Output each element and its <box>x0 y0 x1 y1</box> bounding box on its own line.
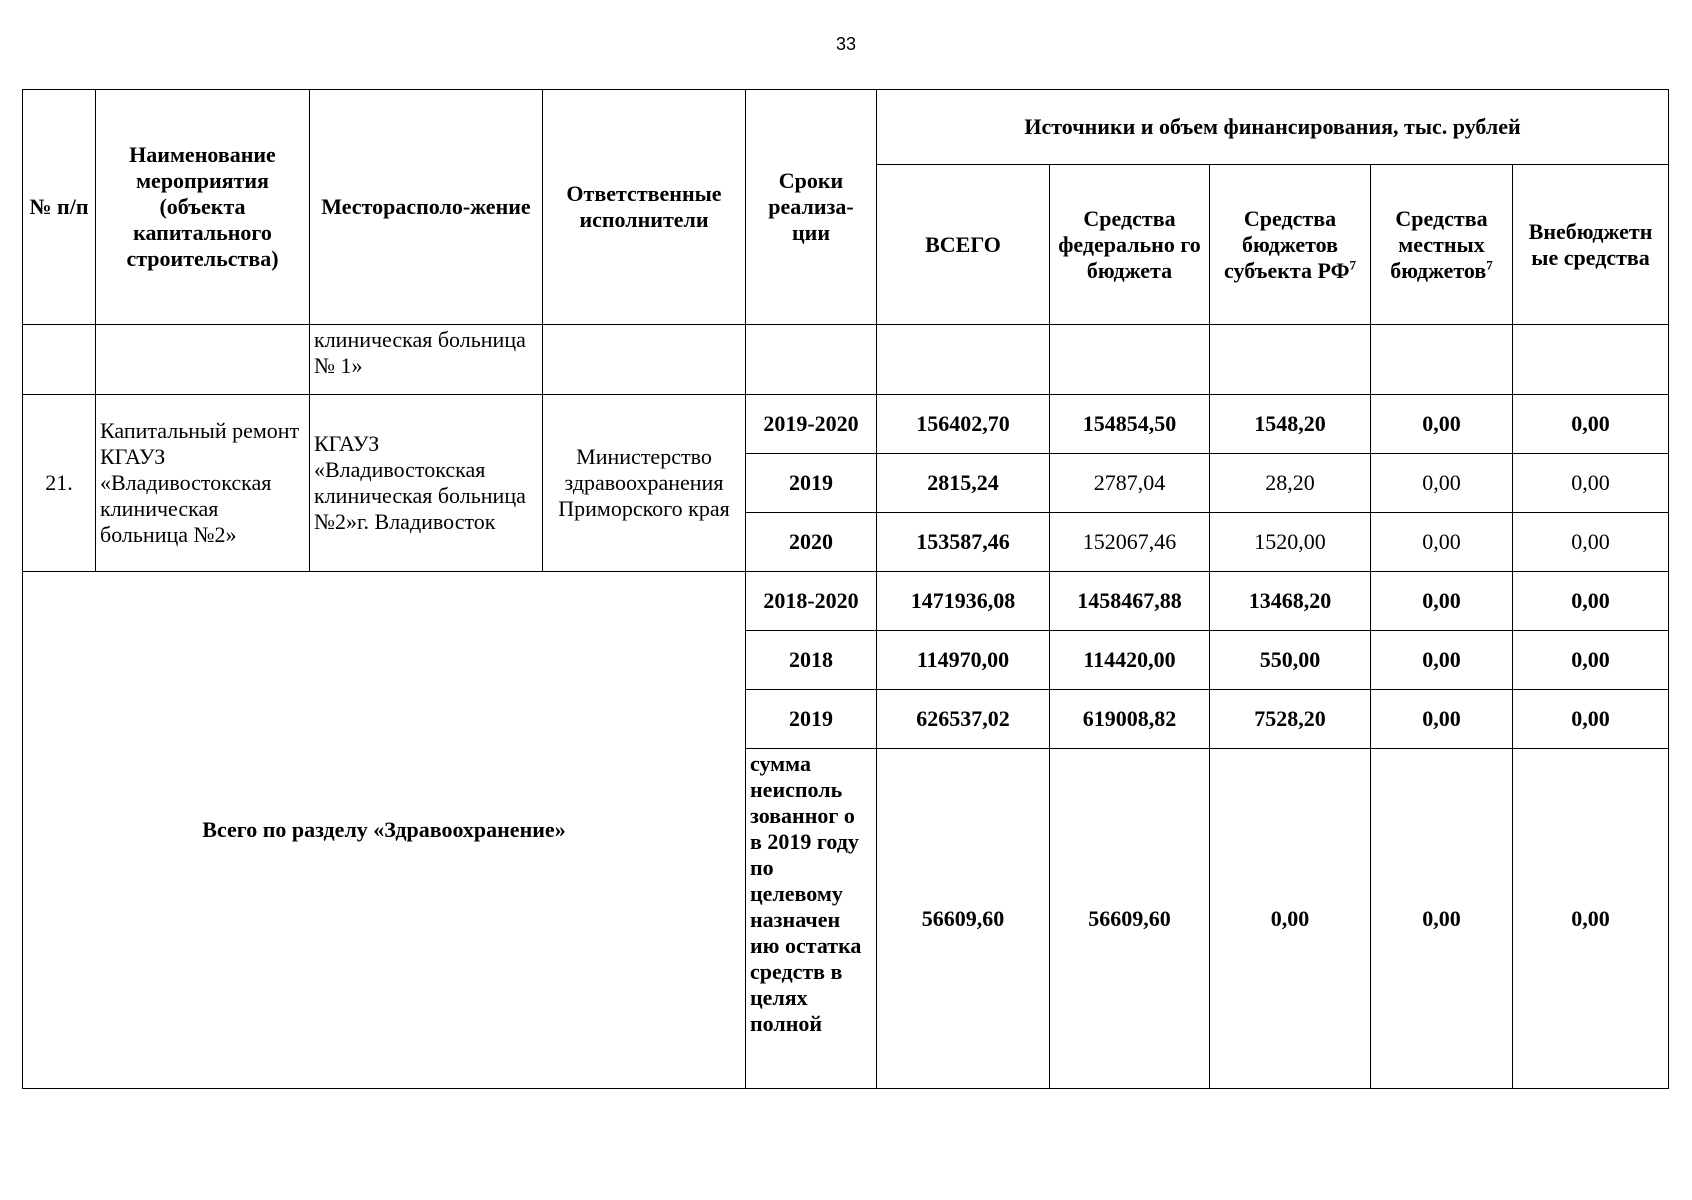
header-name: Наименование мероприятия (объекта капитального строительства) <box>96 90 310 325</box>
header-local-text: Средства местных бюджетов <box>1390 205 1488 283</box>
item21-num: 21. <box>23 395 96 572</box>
financing-table <box>22 89 1669 1089</box>
item21-local: 0,00 <box>1371 395 1513 454</box>
total-federal: 114420,00 <box>1050 631 1210 690</box>
cont-total <box>877 325 1050 395</box>
total-extra: 0,00 <box>1513 572 1669 631</box>
cont-responsible <box>543 325 746 395</box>
item21-subject: 1520,00 <box>1210 513 1371 572</box>
item21-federal: 154854,50 <box>1050 395 1210 454</box>
item21-term: 2019 <box>746 454 877 513</box>
item21-term: 2020 <box>746 513 877 572</box>
total-subject: 550,00 <box>1210 631 1371 690</box>
item21-total: 153587,46 <box>877 513 1050 572</box>
header-responsible: Ответственные исполнители <box>543 90 746 325</box>
item21-local: 0,00 <box>1371 454 1513 513</box>
header-row-1 <box>23 90 1669 165</box>
header-federal: Средства федерально го бюджета <box>1050 165 1210 325</box>
total-total: 56609,60 <box>877 749 1050 1089</box>
item21-federal: 152067,46 <box>1050 513 1210 572</box>
page-number: 33 <box>835 34 857 54</box>
section-total-label: Всего по разделу «Здравоохранение» <box>23 572 746 1089</box>
item21-total: 2815,24 <box>877 454 1050 513</box>
header-extra: Внебюджетн ые средства <box>1513 165 1669 325</box>
total-extra: 0,00 <box>1513 631 1669 690</box>
total-subject: 13468,20 <box>1210 572 1371 631</box>
total-federal: 56609,60 <box>1050 749 1210 1089</box>
cont-federal <box>1050 325 1210 395</box>
total-total: 1471936,08 <box>877 572 1050 631</box>
item21-subject: 1548,20 <box>1210 395 1371 454</box>
header-local-footnote: 7 <box>1486 257 1493 273</box>
total-subject: 7528,20 <box>1210 690 1371 749</box>
total-term: 2019 <box>746 690 877 749</box>
total-total: 114970,00 <box>877 631 1050 690</box>
item21-federal: 2787,04 <box>1050 454 1210 513</box>
total-federal: 1458467,88 <box>1050 572 1210 631</box>
header-subject <box>1210 165 1371 325</box>
total-extra: 0,00 <box>1513 749 1669 1089</box>
cont-num <box>23 325 96 395</box>
total-term: 2018 <box>746 631 877 690</box>
header-subject-text: Средства бюджетов субъекта РФ <box>1224 205 1350 283</box>
total-subject: 0,00 <box>1210 749 1371 1089</box>
cont-terms <box>746 325 877 395</box>
header-subject-footnote: 7 <box>1349 257 1356 273</box>
total-local: 0,00 <box>1371 690 1513 749</box>
cont-location: клиническая больница № 1» <box>310 325 543 395</box>
total-local: 0,00 <box>1371 749 1513 1089</box>
total-extra: 0,00 <box>1513 690 1669 749</box>
item21-name: Капитальный ремонт КГАУЗ «Владивостокская клиническая больница №2» <box>96 395 310 572</box>
item21-term: 2019-2020 <box>746 395 877 454</box>
total-term: 2018-2020 <box>746 572 877 631</box>
cont-name <box>96 325 310 395</box>
total-local: 0,00 <box>1371 572 1513 631</box>
item21-extra: 0,00 <box>1513 513 1669 572</box>
header-terms: Сроки реализа-ции <box>746 90 877 325</box>
header-location: Месторасполо-жение <box>310 90 543 325</box>
cont-extra <box>1513 325 1669 395</box>
total-local: 0,00 <box>1371 631 1513 690</box>
item21-extra: 0,00 <box>1513 395 1669 454</box>
item21-responsible: Министерство здравоохранения Приморского края <box>543 395 746 572</box>
item21-total: 156402,70 <box>877 395 1050 454</box>
header-sources-group: Источники и объем финансирования, тыс. рублей <box>877 90 1669 165</box>
header-total: ВСЕГО <box>877 165 1050 325</box>
item21-row-1 <box>23 395 1669 454</box>
header-num: № п/п <box>23 90 96 325</box>
item21-location: КГАУЗ «Владивостокская клиническая больница №2»г. Владивосток <box>310 395 543 572</box>
header-local <box>1371 165 1513 325</box>
cont-local <box>1371 325 1513 395</box>
total-term: сумма неисполь зованног о в 2019 году по целевому назначен ию остатка средств в целях полной <box>746 749 877 1089</box>
total-row-1 <box>23 572 1669 631</box>
item21-local: 0,00 <box>1371 513 1513 572</box>
cont-subject <box>1210 325 1371 395</box>
item21-extra: 0,00 <box>1513 454 1669 513</box>
total-federal: 619008,82 <box>1050 690 1210 749</box>
item21-subject: 28,20 <box>1210 454 1371 513</box>
continuation-row <box>23 325 1669 395</box>
total-total: 626537,02 <box>877 690 1050 749</box>
